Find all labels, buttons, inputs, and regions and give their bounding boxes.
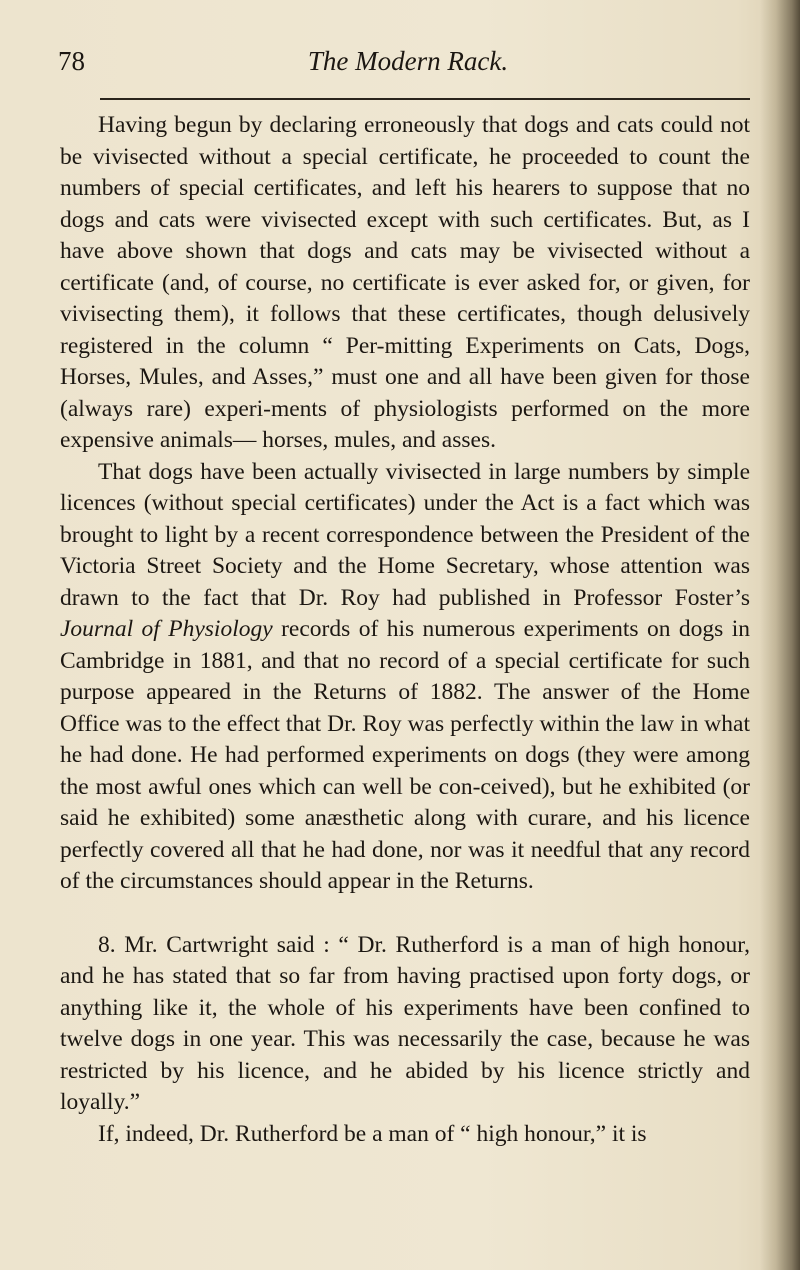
running-title: The Modern Rack.	[307, 46, 509, 76]
page-edge-shadow	[760, 0, 800, 1270]
journal-title: Journal of Physiology	[60, 616, 273, 642]
header-rule	[100, 98, 750, 100]
paragraph: If, indeed, Dr. Rutherford be a man of “ high honour,” it is	[98, 1120, 647, 1147]
body-text	[60, 110, 750, 1150]
paragraph	[60, 457, 750, 898]
paragraph: Having begun by declaring erroneously that dogs and cats could not be vivisected without a special certificate, he proceeded to count the numbers of special certificates, and left his hearers to suppose that no dogs and cats were vivisected except with such certificates. But, as I have above shown that dogs and cats may be vivisected without a certificate (and, of course, no certificate is ever asked for, or given, for vivisecting them), it follows that these certificates, though delusively registered in the column “ Per-mitting Experiments on Cats, Dogs, Horses, Mules, and Asses,” must one and all have been given for those (always rare) experi-ments of physiologists performed on the more expensive animals— horses, mules, and asses.	[60, 112, 750, 453]
page-number: 78	[58, 46, 85, 76]
page-header	[58, 44, 758, 84]
paragraph-text: That dogs have been actually vivisected in large numbers by simple licences (without special certificates) under the Act is a fact which was brought to light by a recent correspondence between the President of the Victoria Street Society and the Home Secretary, whose attention was drawn to the fact that Dr. Roy had published in Professor Foster’s	[60, 458, 750, 611]
paragraph-text: records of his numerous experiments on dogs in Cambridge in 1881, and that no record of a special certificate for such purpose appeared in the Returns of 1882. The answer of the Home Office was to the effect that Dr. Roy was perfectly within the law in what he had done. He had performed experiments on dogs (they were among the most awful ones which can well be con-ceived), but he exhibited (or said he exhibited) some anæsthetic along with curare, and his licence perfectly covered all that he had done, nor was it needful that any record of the circumstances should appear in the Returns.	[60, 616, 750, 894]
numbered-paragraph: 8. Mr. Cartwright said : “ Dr. Rutherford is a man of high honour, and he has stated that so far from having practised upon forty dogs, or anything like it, the whole of his experiments have been confined to twelve dogs in one year. This was necessarily the case, because he was restricted by his licence, and he abided by his licence strictly and loyally.”	[60, 931, 750, 1115]
